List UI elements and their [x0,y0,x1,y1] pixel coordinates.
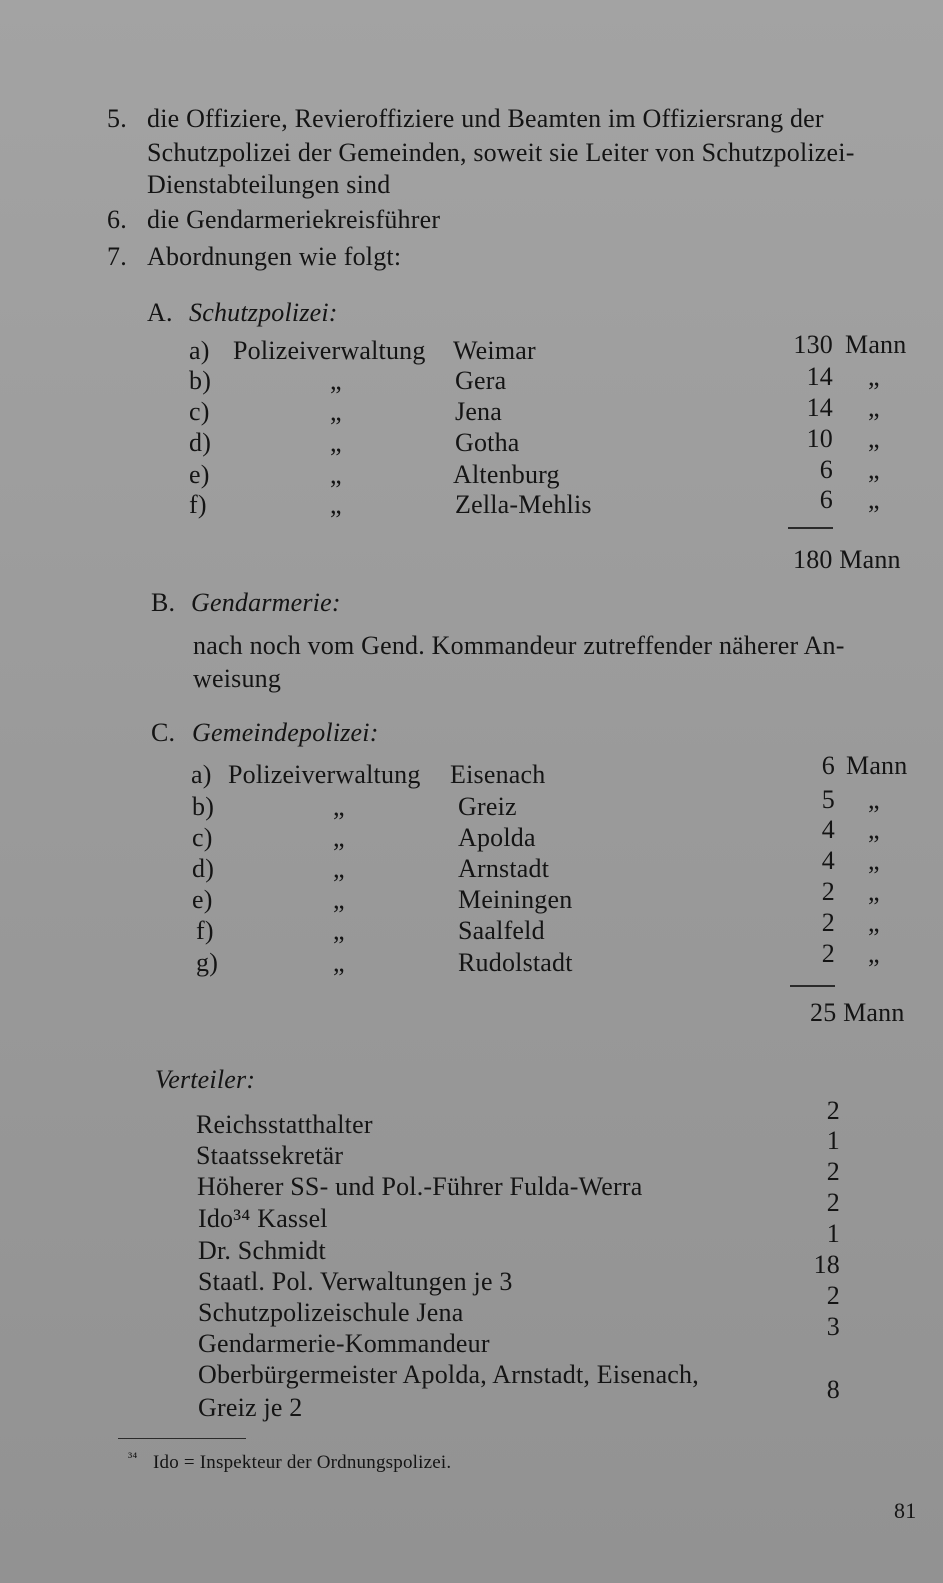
section-c-row-admin: „ [333,854,345,883]
item-5-line-1: die Offiziere, Revieroffiziere und Beamten im Offiziersrang der [147,104,824,133]
section-c-row-unit: „ [868,846,880,875]
item-7-line-1: Abordnungen wie folgt: [147,242,402,271]
section-c-row-city: Apolda [458,823,536,852]
section-a-row-unit: Mann [845,330,907,359]
section-c-row-letter: a) [191,760,212,789]
section-b-line-1: nach noch vom Gend. Kommandeur zutreffender näherer An- [193,631,845,660]
section-c-row-letter: g) [196,948,219,977]
section-a-row-unit: „ [868,485,880,514]
distribution-last-entry-count: 8 [826,1375,840,1404]
item-7-number: 7. [107,242,127,271]
section-a-row-letter: e) [189,460,210,489]
section-c-row-unit: „ [868,908,880,937]
page-number: 81 [894,1498,917,1523]
section-b-letter: B. [151,588,176,617]
section-c-row-admin: „ [333,948,345,977]
distribution-heading: Verteiler: [155,1065,256,1094]
footnote-mark: ³⁴ [128,1451,138,1466]
distribution-entry-count: 1 [826,1126,840,1155]
section-a-row-admin: „ [330,397,342,426]
section-c-heading: Gemeindepolizei: [192,718,379,747]
section-c-row-count: 4 [821,846,835,875]
section-c-row-unit: „ [868,877,880,906]
section-c-row-city: Saalfeld [458,916,545,945]
section-a-row-unit: „ [868,362,880,391]
section-c-row-unit: „ [868,785,880,814]
section-c-row-admin: Polizeiverwaltung [228,760,421,789]
distribution-entry-count: 2 [826,1157,840,1186]
section-a-row-admin: „ [330,490,342,519]
section-a-row-count: 130 [793,330,833,359]
section-a-row-count: 14 [806,393,833,422]
section-c-total: 25 Mann [810,998,905,1027]
section-a-row-admin: Polizeiverwaltung [233,336,426,365]
section-c-row-letter: e) [192,885,213,914]
distribution-entry-name: Staatl. Pol. Verwaltungen je 3 [198,1267,513,1296]
distribution-entry-name: Dr. Schmidt [198,1236,326,1265]
item-5-line-2: Schutzpolizei der Gemeinden, soweit sie Leiter von Schutzpolizei- [147,138,855,167]
section-c-row-count: 6 [821,751,835,780]
section-c-row-count: 2 [821,908,835,937]
section-a-row-city: Altenburg [453,460,560,489]
distribution-entry-count: 18 [813,1250,840,1279]
section-a-row-letter: b) [189,366,212,395]
section-c-row-admin: „ [333,823,345,852]
section-a-row-admin: „ [330,428,342,457]
section-a-row-admin: „ [330,366,342,395]
distribution-last-entry-line-2: Greiz je 2 [198,1393,303,1422]
section-c-row-count: 5 [821,785,835,814]
section-b-line-2: weisung [193,664,282,693]
section-a-row-unit: „ [868,455,880,484]
section-a-row-count: 14 [806,362,833,391]
distribution-entry-count: 2 [826,1188,840,1217]
distribution-entry-name: Staatssekretär [196,1141,344,1170]
item-6-number: 6. [107,205,127,234]
distribution-entry-name: Schutzpolizeischule Jena [198,1298,464,1327]
section-a-letter: A. [147,298,173,327]
section-b-heading: Gendarmerie: [191,588,341,617]
distribution-entry-count: 2 [826,1096,840,1125]
section-c-sum-rule [790,985,835,987]
section-c-row-admin: „ [333,792,345,821]
item-5-line-3: Dienstabteilungen sind [147,170,391,199]
item-6-line-1: die Gendarmeriekreisführer [147,205,441,234]
section-a-row-admin: „ [330,460,342,489]
section-a-row-letter: d) [189,428,212,457]
section-a-row-count: 6 [819,485,833,514]
section-a-row-city: Gotha [455,428,520,457]
section-a-row-city: Zella-Mehlis [455,490,592,519]
distribution-entry-count: 3 [826,1312,840,1341]
section-c-row-count: 2 [821,939,835,968]
section-a-heading: Schutzpolizei: [189,298,338,327]
section-c-letter: C. [151,718,176,747]
distribution-entry-count: 2 [826,1281,840,1310]
section-c-row-unit: Mann [846,751,908,780]
section-c-row-letter: b) [192,792,215,821]
distribution-entry-name: Gendarmerie-Kommandeur [198,1329,490,1358]
section-c-row-city: Greiz [458,792,517,821]
section-c-row-admin: „ [333,885,345,914]
section-c-row-count: 4 [821,815,835,844]
distribution-last-entry-line-1: Oberbürgermeister Apolda, Arnstadt, Eisenach, [198,1360,699,1389]
distribution-entry-name: Reichsstatthalter [196,1110,373,1139]
section-a-total: 180 Mann [793,545,901,574]
footnote-text: Ido = Inspekteur der Ordnungspolizei. [153,1452,452,1473]
section-c-row-city: Eisenach [450,760,546,789]
section-a-sum-rule [788,527,833,529]
section-c-row-letter: f) [196,916,214,945]
section-a-row-count: 6 [819,455,833,484]
section-a-row-unit: „ [868,393,880,422]
section-c-row-letter: c) [192,823,213,852]
section-a-row-letter: a) [189,336,210,365]
distribution-entry-name: Ido³⁴ Kassel [198,1204,328,1233]
section-a-row-city: Gera [455,366,507,395]
section-a-row-city: Weimar [453,336,536,365]
section-c-row-city: Rudolstadt [458,948,573,977]
section-c-row-count: 2 [821,877,835,906]
section-c-row-letter: d) [192,854,215,883]
distribution-entry-count: 1 [826,1219,840,1248]
section-a-row-city: Jena [455,397,502,426]
section-c-row-unit: „ [868,815,880,844]
section-c-row-city: Arnstadt [458,854,550,883]
section-c-row-admin: „ [333,916,345,945]
section-a-row-letter: c) [189,397,210,426]
footnote-rule [118,1438,246,1439]
section-c-row-city: Meiningen [458,885,573,914]
section-a-row-unit: „ [868,424,880,453]
item-5-number: 5. [107,104,127,133]
distribution-entry-name: Höherer SS- und Pol.-Führer Fulda-Werra [197,1172,643,1201]
section-a-row-letter: f) [189,490,207,519]
section-a-row-count: 10 [806,424,833,453]
section-c-row-unit: „ [868,939,880,968]
